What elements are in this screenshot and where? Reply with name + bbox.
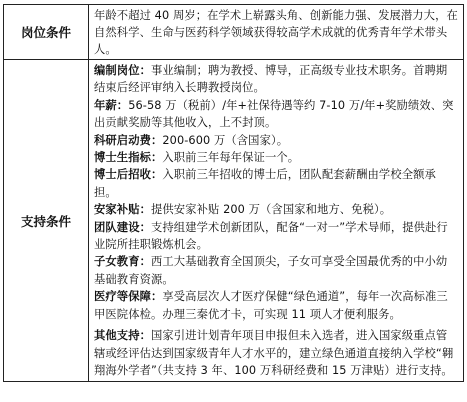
support-item-heading: 团队建设：: [94, 220, 151, 234]
support-item-heading: 其他支持：: [94, 329, 151, 343]
support-item-heading: 安家补贴：: [94, 203, 151, 217]
row-content-position: [89, 5, 464, 60]
row-label-position: 岗位条件: [4, 5, 89, 60]
support-item-housing: [94, 201, 458, 218]
position-requirement-text: 年龄不超过 40 周岁；在学术上崭露头角、创新能力强、发展潜力大，在自然科学、生命与医药科学领域获得较高学术成就的优秀青年学术带头人。: [94, 9, 458, 56]
support-item-heading: 医疗等保障：: [94, 290, 163, 304]
table-row: [4, 5, 464, 60]
support-item-phd-quota: [94, 149, 458, 166]
support-item-postdoc: [94, 166, 458, 201]
support-item-text: 国家引进计划青年项目申报但未入选者，进入国家级重点管辖或经评估达到国家级青年人才水平的，建立绿色通道直接纳入学校“翱翔海外学者”（共支持 3 年、100 万科研经费和 15 万津贴）进行支持。: [94, 329, 454, 377]
support-item-staffing: [94, 62, 458, 97]
support-item-medical: [94, 288, 458, 323]
support-item-team: [94, 219, 458, 254]
support-item-heading: 博士后招收：: [94, 168, 163, 182]
support-item-text: 享受高层次人才医疗保健“绿色通道”，每年一次高标准三甲医院体检。办理三秦优才卡，可实现 11 项人才便利服务。: [94, 290, 448, 321]
support-item-salary: [94, 97, 458, 132]
support-item-text: 入职前三年招收的博士后，团队配套薪酬由学校全额承担。: [94, 168, 436, 199]
table-row: [4, 60, 464, 382]
support-item-heading: 年薪：: [94, 98, 129, 112]
support-item-education: [94, 253, 458, 288]
row-content-support: [89, 60, 464, 382]
support-item-heading: 子女教育：: [94, 255, 151, 269]
support-item-text: 提供安家补贴 200 万（含国家和地方、免税）。: [151, 203, 392, 217]
support-item-startup-fund: [94, 132, 458, 149]
support-item-text: 200-600 万（含国家）。: [162, 133, 289, 147]
support-item-text: 事业编制；聘为教授、博导，正高级专业技术职务。首聘期结束后经评审纳入长聘教授岗位。: [94, 64, 448, 95]
support-item-text: 56-58 万（税前）/年+社保待遇等约 7-10 万/年+奖励绩效、突出贡献奖励等其他收入，上不封顶。: [94, 98, 454, 130]
support-item-other: [94, 327, 458, 379]
row-label-support: 支持条件: [4, 60, 89, 382]
support-item-heading: 博士生指标：: [94, 151, 163, 165]
support-item-text: 西工大基础教育全国顶尖，子女可享受全国最优秀的中小幼基础教育资源。: [94, 255, 448, 286]
support-item-text: 入职前三年每年保证一个。: [162, 151, 300, 165]
support-item-heading: 科研启动费：: [94, 133, 163, 147]
conditions-table: [3, 4, 464, 382]
support-item-heading: 编制岗位：: [94, 64, 151, 77]
support-item-text: 支持组建学术创新团队，配备“一对一”学术导师，提供赴行业院所挂职锻炼机会。: [94, 220, 448, 252]
